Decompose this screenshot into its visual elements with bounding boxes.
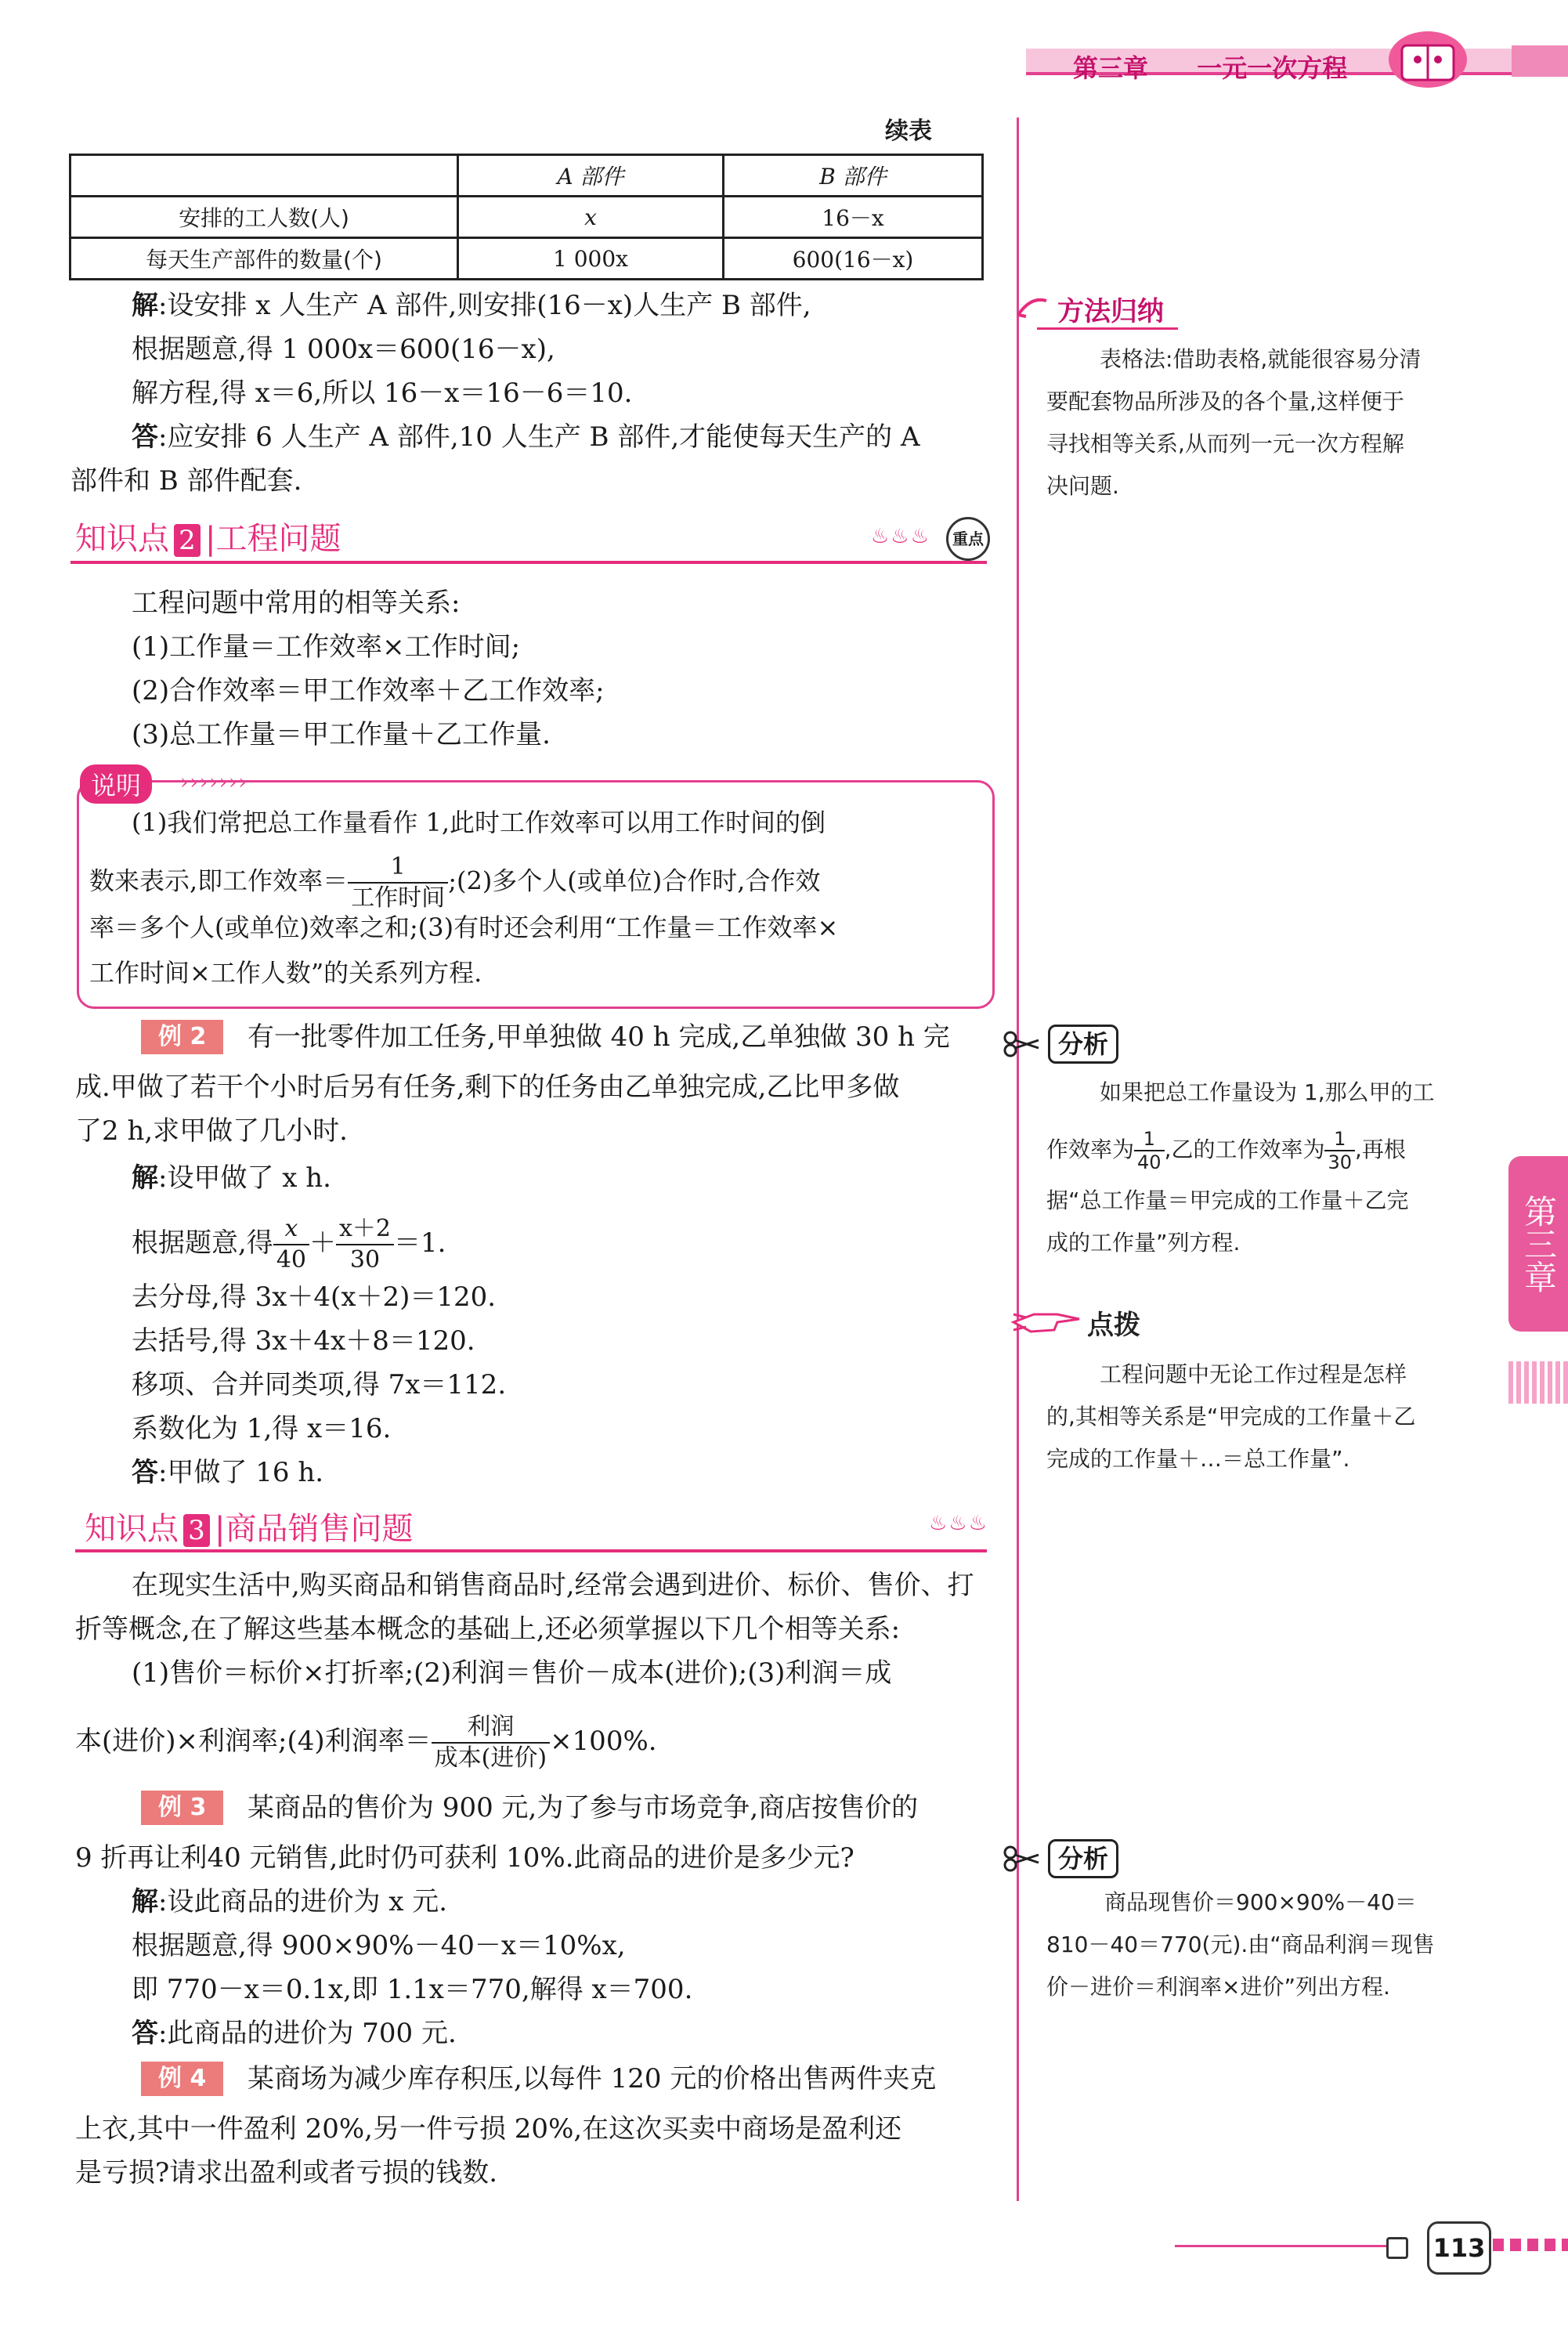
- answer-text: :应安排 6 人生产 A 部件,10 人生产 B 部件,才能使每天生产的 A: [158, 421, 920, 453]
- method-text: 寻找相等关系,从而列一元一次方程解: [1046, 431, 1404, 457]
- method-summary-heading: 方法归纳: [1057, 296, 1164, 327]
- fraction-numerator: 1: [1324, 1128, 1355, 1151]
- table-cell: 1 000x: [458, 238, 724, 280]
- analysis-text: 成的工作量”列方程.: [1046, 1230, 1241, 1256]
- knowledge-point-3-heading: 知识点 3 |商品销售问题: [85, 1511, 414, 1547]
- note-tab: 说明: [80, 764, 152, 804]
- note-line: 率＝多个人(或单位)效率之和;(3)有时还会利用“工作量＝工作效率×: [89, 913, 839, 942]
- scissors-icon: [1003, 1845, 1040, 1872]
- tip-text: 完成的工作量＋…＝总工作量”.: [1046, 1446, 1350, 1472]
- analysis-text: 如果把总工作量设为 1,那么甲的工: [1100, 1079, 1435, 1105]
- analysis-text: 810－40＝770(元).由“商品利润＝现售: [1046, 1932, 1435, 1957]
- kp3-text: 本(进价)×利润率;(4)利润率＝: [75, 1726, 432, 1757]
- solution-label: 解: [132, 1886, 158, 1917]
- analysis-text: 作效率为: [1046, 1137, 1135, 1162]
- solution-line: [132, 1880, 447, 1924]
- solution-text: :设甲做了 x h.: [158, 1162, 331, 1194]
- scissors-icon: [1003, 1031, 1040, 1057]
- table-cell: [70, 155, 458, 197]
- chapter-header: [1073, 49, 1347, 85]
- solution-step: 去分母,得 3x＋4(x＋2)＝120.: [132, 1281, 497, 1313]
- footer-square: [1386, 2237, 1408, 2259]
- fraction-numerator: 利润: [432, 1712, 550, 1744]
- kp-title: 工程问题: [215, 521, 341, 557]
- method-text: 表格法:借助表格,就能很容易分清: [1100, 346, 1422, 372]
- example-text: 了2 h,求甲做了几小时.: [75, 1115, 348, 1147]
- kp-label: 知识点: [85, 1511, 179, 1547]
- kp2-item: (3)总工作量＝甲工作量＋乙工作量.: [132, 719, 551, 750]
- example-text: 是亏损?请求出盈利或者亏损的钱数.: [75, 2157, 498, 2188]
- fraction-numerator: x: [273, 1214, 309, 1245]
- equation-line: [132, 1214, 446, 1275]
- analysis-text: 商品现售价＝900×90%－40＝: [1104, 1889, 1417, 1915]
- fraction-denominator: 工作时间: [351, 884, 446, 912]
- header-title: 一元一次方程: [1197, 53, 1348, 83]
- solution-line: [132, 284, 811, 327]
- table-cell: 600(16－x): [724, 238, 983, 280]
- solution-line: 即 770－x＝0.1x,即 1.1x＝770,解得 x＝700.: [132, 1974, 693, 2005]
- kp-number: 2: [174, 524, 201, 557]
- pen-icon: [1015, 293, 1050, 321]
- equation-text: ＝1.: [394, 1227, 446, 1259]
- fraction: [336, 1214, 394, 1275]
- example-text: 上衣,其中一件盈利 20%,另一件亏损 20%,在这次买卖中商场是盈利还: [75, 2113, 902, 2145]
- table-cell: A 部件: [458, 155, 724, 197]
- example-2-tag: 例 2: [141, 1020, 223, 1054]
- answer-label: 答: [132, 2018, 158, 2049]
- table-cell: 安排的工人数(人): [70, 197, 458, 238]
- note-line: (1)我们常把总工作量看作 1,此时工作效率可以用工作时间的倒: [132, 808, 826, 837]
- equation-text: 根据题意,得: [132, 1227, 273, 1259]
- kp3-text: 折等概念,在了解这些基本概念的基础上,还必须掌握以下几个相等关系:: [75, 1614, 901, 1645]
- fraction: [432, 1712, 550, 1773]
- solution-line: [132, 1156, 331, 1200]
- solution-step: 系数化为 1,得 x＝16.: [132, 1413, 392, 1444]
- fraction-denominator: 40: [276, 1246, 306, 1274]
- solution-label: 解: [132, 290, 158, 321]
- example-text: 某商品的售价为 900 元,为了参与市场竞争,商店按售价的: [247, 1792, 919, 1823]
- analysis-fraction-line: [1046, 1128, 1406, 1173]
- kp2-intro: 工程问题中常用的相等关系:: [132, 587, 461, 619]
- fraction: [1134, 1128, 1165, 1173]
- plus-sign: ＋: [309, 1227, 336, 1259]
- table-row: [70, 238, 983, 280]
- kp3-formula-line: [75, 1712, 657, 1773]
- analysis-text: ,乙的工作效率为: [1164, 1137, 1325, 1162]
- answer-line: [132, 2011, 457, 2055]
- fraction-numerator: 1: [348, 852, 448, 884]
- example-text: 有一批零件加工任务,甲单独做 40 h 完成,乙单独做 30 h 完: [247, 1021, 950, 1053]
- tab-stripes: [1508, 1361, 1568, 1404]
- fraction-numerator: 1: [1134, 1128, 1165, 1151]
- analysis-text: 据“总工作量＝甲完成的工作量＋乙完: [1046, 1187, 1409, 1213]
- margin-divider: [1017, 117, 1019, 2201]
- solution-text: :设安排 x 人生产 A 部件,则安排(16－x)人生产 B 部件,: [158, 290, 811, 321]
- solution-label: 解: [132, 1162, 158, 1194]
- note-text: 数来表示,即工作效率＝: [89, 866, 349, 896]
- footer-dots: [1493, 2239, 1568, 2251]
- example-text: 9 折再让利40 元销售,此时仍可获利 10%.此商品的进价是多少元?: [75, 1842, 854, 1874]
- fraction: [348, 852, 448, 913]
- footer-line: [1175, 2245, 1386, 2247]
- solution-step: 去括号,得 3x＋4x＋8＝120.: [132, 1325, 475, 1357]
- method-text: 决问题.: [1046, 473, 1119, 499]
- heading-underline: [1037, 327, 1178, 330]
- knowledge-point-2-heading: 知识点 2 |工程问题: [75, 521, 341, 557]
- fraction: [273, 1214, 309, 1275]
- fraction-denominator: 40: [1137, 1151, 1162, 1173]
- solution-line: 根据题意,得 900×90%－40－x＝10%x,: [132, 1930, 626, 1961]
- solution-line: 解方程,得 x＝6,所以 16－x＝16－6＝10.: [132, 378, 633, 409]
- answer-text: :甲做了 16 h.: [158, 1457, 324, 1488]
- kp-underline: [70, 561, 987, 564]
- fraction-denominator: 成本(进价): [434, 1744, 547, 1772]
- tip-text: 的,其相等关系是“甲完成的工作量＋乙: [1046, 1404, 1416, 1429]
- fraction-denominator: 30: [1328, 1151, 1353, 1173]
- header-chapter: 第三章: [1073, 53, 1149, 83]
- table-cell: 16－x: [724, 197, 983, 238]
- key-point-badge: 重点: [946, 517, 990, 561]
- example-4-tag: 例 4: [141, 2062, 223, 2096]
- answer-line: [132, 1451, 323, 1494]
- kp2-item: (1)工作量＝工作效率×工作时间;: [132, 631, 521, 663]
- kp3-text: ×100%.: [550, 1726, 657, 1757]
- tip-heading: 点拨: [1087, 1310, 1140, 1341]
- example-text: 成.甲做了若干个小时后另有任务,剩下的任务由乙单独完成,乙比甲多做: [75, 1072, 900, 1103]
- tip-text: 工程问题中无论工作过程是怎样: [1100, 1361, 1407, 1387]
- table-row: [70, 197, 983, 238]
- example-text: 某商场为减少库存积压,以每件 120 元的价格出售两件夹克: [247, 2063, 937, 2094]
- answer-line: 部件和 B 部件配套.: [70, 465, 302, 497]
- table-cell: x: [458, 197, 724, 238]
- example-3-tag: 例 3: [141, 1791, 223, 1825]
- kp-label: 知识点: [75, 521, 169, 557]
- kp-underline: [75, 1549, 987, 1552]
- kp2-item: (2)合作效率＝甲工作效率＋乙工作效率;: [132, 675, 605, 707]
- answer-label: 答: [132, 1457, 158, 1488]
- difficulty-flames-icon: ♨♨♨: [929, 1512, 988, 1535]
- note-line: [89, 852, 820, 913]
- kp-title: 商品销售问题: [225, 1511, 414, 1547]
- solution-step: 移项、合并同类项,得 7x＝112.: [132, 1369, 507, 1401]
- table-cell: B 部件: [724, 155, 983, 197]
- kp-number: 3: [183, 1514, 210, 1547]
- solution-line: 根据题意,得 1 000x＝600(16－x),: [132, 334, 555, 365]
- analysis-text: 价－进价＝利润率×进价”列出方程.: [1046, 1974, 1390, 2000]
- page-number: 113: [1427, 2221, 1491, 2275]
- note-arrows-icon: ›››››››: [180, 771, 248, 794]
- answer-text: :此商品的进价为 700 元.: [158, 2018, 457, 2049]
- fraction-numerator: x＋2: [336, 1214, 394, 1245]
- kp3-text: (1)售价＝标价×打折率;(2)利润＝售价－成本(进价);(3)利润＝成: [132, 1657, 892, 1689]
- kp3-text: 在现实生活中,购买商品和销售商品时,经常会遇到进价、标价、售价、打: [132, 1570, 974, 1601]
- book-mascot-icon: [1385, 23, 1471, 91]
- analysis-heading: 分析: [1048, 1839, 1118, 1878]
- answer-line: [132, 415, 920, 459]
- pointing-hand-icon: [1010, 1303, 1082, 1339]
- chapter-tab: 第三章: [1508, 1156, 1568, 1332]
- method-text: 要配套物品所涉及的各个量,这样便于: [1046, 389, 1404, 414]
- solution-text: :设此商品的进价为 x 元.: [158, 1886, 448, 1917]
- table-cell: 每天生产部件的数量(个): [70, 238, 458, 280]
- parts-table: [69, 154, 984, 280]
- table-title: 续表: [885, 117, 932, 145]
- analysis-text: ,再根: [1355, 1137, 1406, 1162]
- note-text: ;(2)多个人(或单位)合作时,合作效: [448, 866, 821, 896]
- analysis-heading: 分析: [1048, 1025, 1118, 1064]
- fraction-denominator: 30: [349, 1246, 381, 1274]
- note-line: 工作时间×工作人数”的关系列方程.: [89, 958, 482, 988]
- answer-label: 答: [132, 421, 158, 453]
- table-header-row: [70, 155, 983, 197]
- difficulty-flames-icon: ♨♨♨: [871, 525, 930, 548]
- fraction: [1324, 1128, 1355, 1173]
